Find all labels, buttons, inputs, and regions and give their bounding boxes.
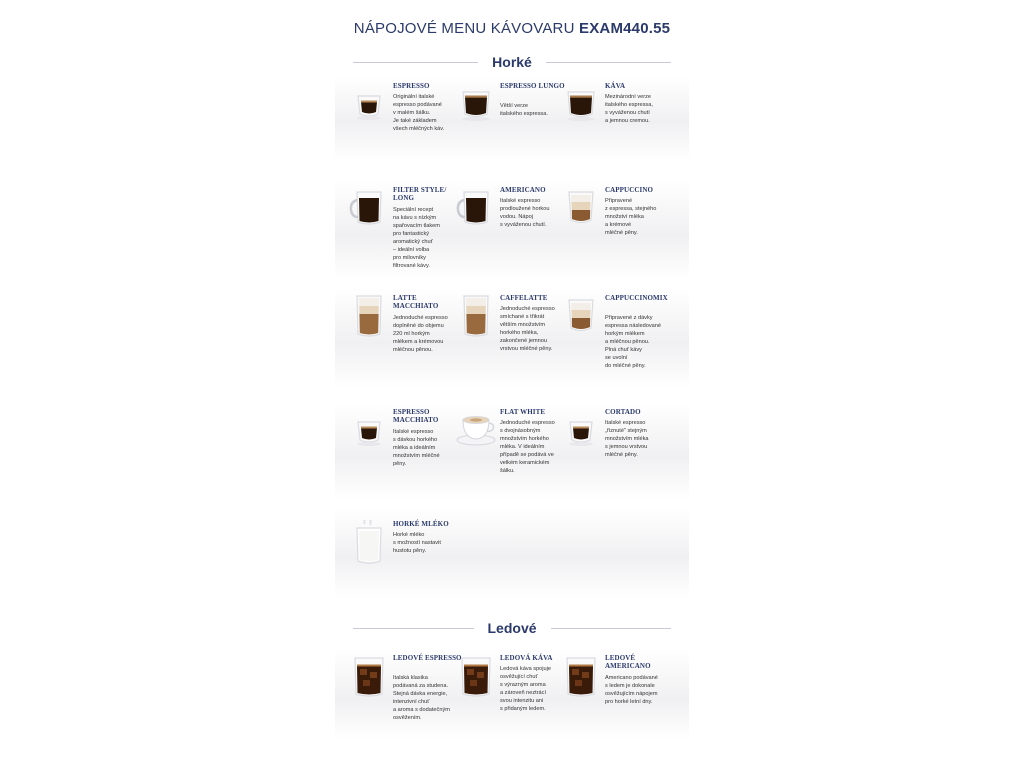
drink-description: Americano podávané s ledem je dokonale osvěžujícím nápojem pro horké letní dny. (605, 675, 658, 705)
drink-name: ESPRESSO (393, 82, 430, 90)
drink-name: LATTE MACCHIATO (393, 294, 439, 310)
small-glass-cup-icon (349, 82, 389, 126)
milk-glass-icon (349, 520, 389, 564)
drink-name: FLAT WHITE (500, 408, 546, 416)
drink-description: Připravené z dávky espressa následované horkým mlékem a mléčnou pěnou. Plná chuť kávy se uvolní do mléčné pěny. (605, 315, 661, 369)
ceramic-cup-saucer-icon (456, 408, 496, 452)
drink-name: HORKÉ MLÉKO (393, 520, 449, 528)
section-hot-label: Horké (492, 54, 532, 70)
drink-description: Jednoduché espresso doplněné do objemu 220 ml horkým mlékem a krémovou mléčnou pěnou. (393, 315, 448, 353)
drink-name: LEDOVÉ ESPRESSO (393, 654, 462, 662)
page-title (335, 20, 689, 37)
drink-name: AMERICANO (500, 186, 546, 194)
small-glass-cup-icon (561, 408, 601, 452)
tall-glass-icon (456, 294, 496, 338)
drink-name: CAPPUCCINO (605, 186, 654, 194)
divider (551, 628, 672, 629)
cappuccino-glass-icon (561, 294, 601, 338)
divider (353, 62, 478, 63)
drink-description: Horké mléko s možností nastavit hustotu pěny. (393, 532, 441, 554)
section-iced-heading (353, 618, 671, 638)
drink-description: Italské espresso s dávkou horkého mléka a ideálním množstvím mléčné pěny. (393, 429, 440, 467)
cappuccino-glass-icon (561, 186, 601, 230)
iced-glass-icon (349, 654, 389, 698)
glass-cup-icon (456, 82, 496, 126)
drink-name: CORTADO (605, 408, 641, 416)
iced-glass-icon (561, 654, 601, 698)
tall-glass-icon (349, 294, 389, 338)
menu-sheet (335, 0, 689, 768)
drink-description: Větší verze italského espressa. (500, 103, 548, 117)
section-hot-heading (353, 52, 671, 72)
drink-description: Jednoduché espresso smíchané s třikrát větším množstvím horkého mléka, zakončené jemnou vrstvou mléčné pěny. (500, 306, 555, 352)
drink-name: ESPRESSO LUNGO (500, 82, 565, 90)
drink-description: Mezinárodní verze italského espressa, s vyváženou chutí a jemnou cremou. (605, 94, 653, 124)
drink-description: Jednoduché espresso s dvojnásobným množstvím horkého mléka. V ideálním případě se podává ve velkém keramickém šálku. (500, 420, 555, 474)
drink-description: Speciální recept na kávu s nízkým spařovacím tlakem pro fantastický aromatický chuť – ideální volba pro milovníky filtrované kávy. (393, 207, 440, 269)
divider (546, 62, 671, 63)
divider (353, 628, 474, 629)
small-glass-cup-icon (349, 408, 389, 452)
drink-description: Italská klasika podávaná za studena. Stejná dávka energie, intenzivní chuť a aroma s dodatečným osvěžením. (393, 675, 450, 721)
mug-icon (456, 186, 496, 230)
drink-name: KÁVA (605, 82, 626, 90)
iced-glass-icon (456, 654, 496, 698)
drink-description: Ledová káva spojuje osvěžující chuť s výrazným aroma a zároveň neztrácí svou intenzitu ani s přidaným ledem. (500, 666, 552, 712)
glass-cup-icon (561, 82, 601, 126)
title-text: NÁPOJOVÉ MENU KÁVOVARU (353, 20, 575, 37)
drink-description: Připravené z espressa, stejného množství mléka a krémové mléčné pěny. (605, 198, 657, 236)
section-iced-label: Ledové (487, 620, 537, 636)
drink-description: Originální italské espresso podávané v malém šálku. Je také základem všech mléčných káv. (393, 94, 445, 132)
mug-icon (349, 186, 389, 230)
drink-description: Italské espresso „říznuté" stejným množstvím mléka s jemnou vrstvou mléčné pěny. (605, 420, 649, 458)
drink-name: CAFFELATTE (500, 294, 548, 302)
drink-name: ESPRESSO MACCHIATO (393, 408, 439, 424)
drink-description: Italské espresso prodloužené horkou vodou. Nápoj s vyváženou chutí. (500, 198, 550, 228)
model-number: EXAM440.55 (579, 20, 671, 37)
drink-name: LEDOVÉ AMERICANO (605, 654, 651, 670)
drink-name: CAPPUCCINOMIX (605, 294, 668, 302)
drink-name: FILTER STYLE/ LONG (393, 186, 447, 202)
drink-name: LEDOVÁ KÁVA (500, 654, 553, 662)
